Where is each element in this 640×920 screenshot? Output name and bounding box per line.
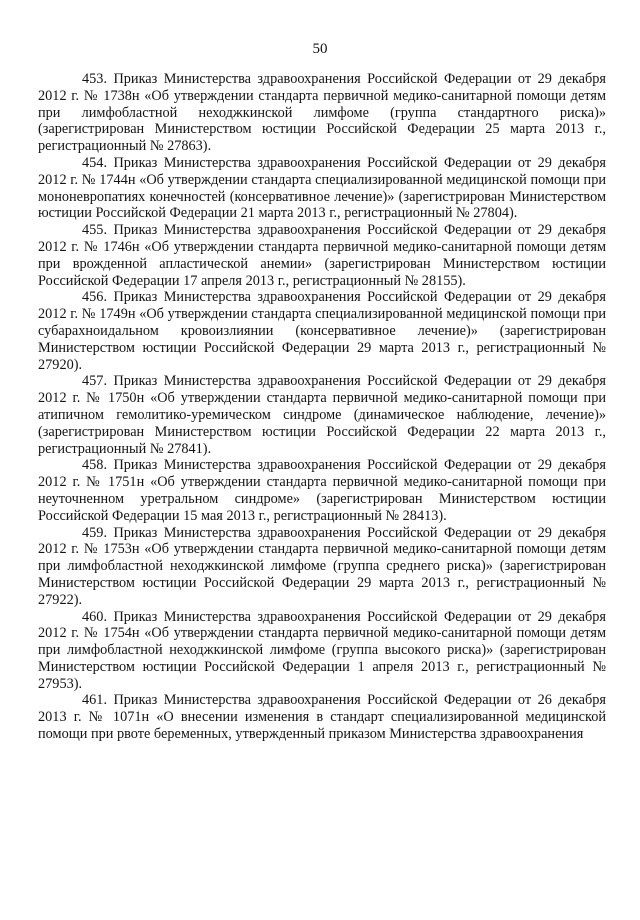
list-item: 457. Приказ Министерства здравоохранения Российской Федерации от 29 декабря 2012 г. № 1750н «Об утверждении стандарта первичной медико-санитарной помощи при атипичном гемолитико-уремическом синдроме (динамическое наблюдение, лечение)» (зарегистрирован Министерством юстиции Российской Федерации 22 марта 2013 г., регистрационный № 27841). <box>38 373 606 457</box>
list-item: 458. Приказ Министерства здравоохранения Российской Федерации от 29 декабря 2012 г. № 1751н «Об утверждении стандарта первичной медико-санитарной помощи при неуточненном уретральном синдроме» (зарегистрирован Министерством юстиции Российской Федерации 15 мая 2013 г., регистрационный № 28413). <box>38 457 606 524</box>
list-item: 459. Приказ Министерства здравоохранения Российской Федерации от 29 декабря 2012 г. № 1753н «Об утверждении стандарта первичной медико-санитарной помощи детям при лимфобластной неходжкинской лимфоме (группа среднего риска)» (зарегистрирован Министерством юстиции Российской Федерации 29 марта 2013 г., регистрационный № 27922). <box>38 524 606 608</box>
list-item: 454. Приказ Министерства здравоохранения Российской Федерации от 29 декабря 2012 г. № 1744н «Об утверждении стандарта специализированной медицинской помощи при мононевропатиях конечностей (консервативное лечение)» (зарегистрирован Министерством юстиции Российской Федерации 21 марта 2013 г., регистрационный № 27804). <box>38 154 606 222</box>
list-item: 461. Приказ Министерства здравоохранения Российской Федерации от 26 декабря 2013 г. № 1071н «О внесении изменения в стандарт специализированной медицинской помощи при рвоте беременных, утвержденный приказом Министерства здравоохранения <box>38 692 606 743</box>
list-item: 456. Приказ Министерства здравоохранения Российской Федерации от 29 декабря 2012 г. № 1749н «Об утверждении стандарта специализированной медицинской помощи при субарахноидальном кровоизлиянии (консервативное лечение)» (зарегистрирован Министерством юстиции Российской Федерации 29 марта 2013 г., регистрационный № 27920). <box>38 289 606 373</box>
document-body <box>38 71 606 743</box>
page-number: 50 <box>312 41 328 57</box>
list-item: 455. Приказ Министерства здравоохранения Российской Федерации от 29 декабря 2012 г. № 1746н «Об утверждении стандарта первичной медико-санитарной помощи детям при врожденной апластической анемии» (зарегистрирован Министерством юстиции Российской Федерации 17 апреля 2013 г., регистрационный № 28155). <box>38 222 606 289</box>
list-item: 453. Приказ Министерства здравоохранения Российской Федерации от 29 декабря 2012 г. № 1738н «Об утверждении стандарта первичной медико-санитарной помощи детям при лимфобластной неходжкинской лимфоме (группа стандартного риска)» (зарегистрирован Министерством юстиции Российской Федерации 25 марта 2013 г., регистрационный № 27863). <box>38 71 606 155</box>
list-item: 460. Приказ Министерства здравоохранения Российской Федерации от 29 декабря 2012 г. № 1754н «Об утверждении стандарта первичной медико-санитарной помощи детям при лимфобластной неходжкинской лимфоме (группа высокого риска)» (зарегистрирован Министерством юстиции Российской Федерации 1 апреля 2013 г., регистрационный № 27953). <box>38 608 606 692</box>
